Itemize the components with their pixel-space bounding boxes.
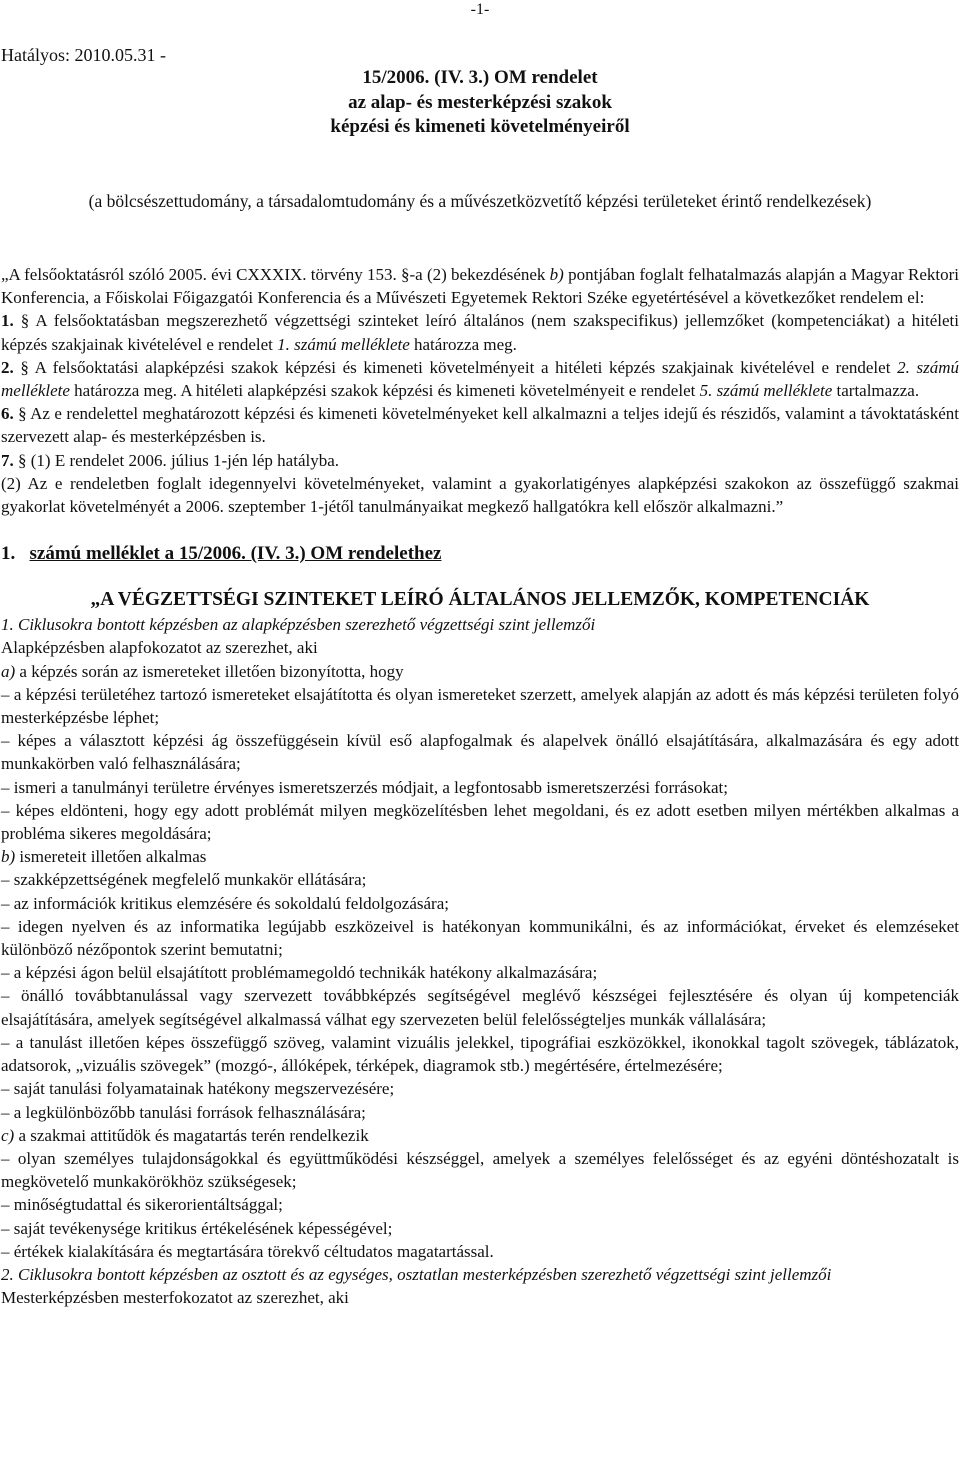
section-1: 1. § A felsőoktatásban megszerezhető végzettségi szinteket leíró általános (nem szakspecifikus) jellemzőket (kompetenciákat) a hitéleti képzés szakjainak kivételével e rendelet 1. számú melléklete határozza meg. [1,311,959,354]
annex-title: 1. számú melléklet a 15/2006. (IV. 3.) OM rendelethez [1,543,442,565]
section-7-paragraph-2: (2) Az e rendeletben foglalt idegennyelvi követelményeket, valamint a gyakorlatigényes alapképzési szakokon az összefüggő szakmai gyakorlat követelményét a 2006. szeptember 1-jétől tanulmányaikat megkező hallgatókra kell először alkalmazni.” [1,473,959,517]
list-item: – önálló továbbtanulással vagy szervezett továbbképzés segítségével meglévő készségei fejlesztésére és olyan új kompetenciák elsajátítására, amelyek segítségével alkalmassá válhat egy szervezeten belül felelősségteljes munkák vállalására; [1,986,959,1029]
document-title [0,66,960,140]
list-item: – a legkülönbözőbb tanulási források felhasználására; [1,1102,366,1122]
item-a-lead: a) a képzés során az ismereteket illetően bizonyította, hogy [1,661,404,681]
list-item: – saját tevékenysége kritikus értékelésének képességével; [1,1218,393,1238]
preamble: „A felsőoktatásról szóló 2005. évi CXXXIX. törvény 153. §-a (2) bekezdésének b) pontjában foglalt felhatalmazás alapján a Magyar Rektori Konferencia, a Főiskolai Főigazgatói Konferencia és a Művészeti Egyetemek Rektori Széke egyetértésével a következőket rendelem el: [1,265,959,308]
list-item: – értékek kialakítására és megtartására törekvő céltudatos magatartással. [1,1241,494,1261]
list-item: – képes eldönteni, hogy egy adott problémát milyen megközelítésben lehet megoldani, és ez adott esetben milyen mértékben alkalmas a probléma sikeres megoldására; [1,800,959,844]
competencies-heading: „A VÉGZETTSÉGI SZINTEKET LEÍRÓ ÁLTALÁNOS JELLEMZŐK, KOMPETENCIÁK [90,589,870,611]
title-line-1: 15/2006. (IV. 3.) OM rendelet [362,67,598,88]
list-item: – idegen nyelven és az informatika legújabb eszközeivel is hatékonyan kommunikálni, és az információkat, érveket és elemzéseket különböző nézőpontok szerint bemutatni; [1,916,959,960]
list-item: – képes a választott képzési ág összefüggésein kívül eső alapfogalmak és alapelvek önálló elsajátítására, alkalmazására és egy adott munkakörben való felhasználására; [1,731,959,774]
subheading-2: 2. Ciklusokra bontott képzésben az osztott és az egységes, osztatlan mesterképzésben szerezhető végzettségi szint jellemzői [1,1264,832,1284]
list-item: – saját tanulási folyamatainak hatékony megszervezésére; [1,1079,395,1099]
list-item: – az információk kritikus elemzésére és sokoldalú feldolgozására; [1,893,449,913]
list-item: – minőségtudattal és sikerorientáltsággal; [1,1195,283,1215]
document-body [1,263,959,1309]
list-item: – szakképzettségének megfelelő munkakör ellátására; [1,870,367,890]
item-b-lead: b) ismereteit illetően alkalmas [1,847,207,867]
section-2: 2. § A felsőoktatási alapképzési szakok képzési és kimeneti követelményeit a hitéleti képzés szakjainak kivételével e rendelet 2. számú melléklete határozza meg. A hitéleti alapképzési szakok képzési és kimeneti követelményeit e rendelet 5. számú melléklete tartalmazza. [1,357,959,401]
title-line-3: képzési és kimeneti követelményeiről [330,116,630,137]
page-number: -1- [470,1,490,18]
section-7: 7. § (1) E rendelet 2006. július 1-jén lép hatályba. [1,450,340,470]
item-c-lead: c) a szakmai attitűdök és magatartás terén rendelkezik [1,1125,369,1145]
list-item: – a tanulást illetően képes összefüggő szöveg, valamint vizuális jelekkel, tipográfiai eszközökkel, ikonokkal tagolt szövegek, táblázatok, adatsorok, „vizuális szövegek” (mozgó-, állóképek, térképek, diagramok stb.) megértésére, értelmezésére; [1,1032,959,1076]
title-line-2: az alap- és mesterképzési szakok [348,91,612,113]
list-item: – ismeri a tanulmányi területre érvényes ismeretszerzés módjait, a legfontosabb ismeretszerzési forrásokat; [1,777,728,797]
subheading-1: 1. Ciklusokra bontott képzésben az alapképzésben szerezhető végzettségi szint jellemzői [1,615,596,635]
list-item: – a képzési ágon belül elsajátított problémamegoldó technikák hatékony alkalmazására; [1,963,598,983]
list-item: – olyan személyes tulajdonságokkal és együttműködési készséggel, amelyek a személyes felelősséget és az egyéni döntéshozatalt is megkövetelő munkakörökhöz szükségesek; [1,1148,959,1192]
intro-1: Alapképzésben alapfokozatot az szerezhet, aki [1,638,318,658]
section-6: 6. § Az e rendelettel meghatározott képzési és kimeneti követelményeket kell alkalmazni a teljes idejű és részidős, valamint a távoktatásként szervezett alap- és mesterképzésben is. [1,404,959,447]
list-item: – a képzési területéhez tartozó ismereteket elsajátította és olyan ismereteket szerzett, amelyek alapján az adott és más képzési területen folyó mesterképzésbe léphet; [1,684,959,728]
effective-date: Hatályos: 2010.05.31 - [1,45,166,65]
document-subtitle: (a bölcsészettudomány, a társadalomtudomány és a művészetközvetítő képzési területeket érintő rendelkezések) [88,191,872,211]
intro-2: Mesterképzésben mesterfokozatot az szerezhet, aki [1,1288,349,1308]
